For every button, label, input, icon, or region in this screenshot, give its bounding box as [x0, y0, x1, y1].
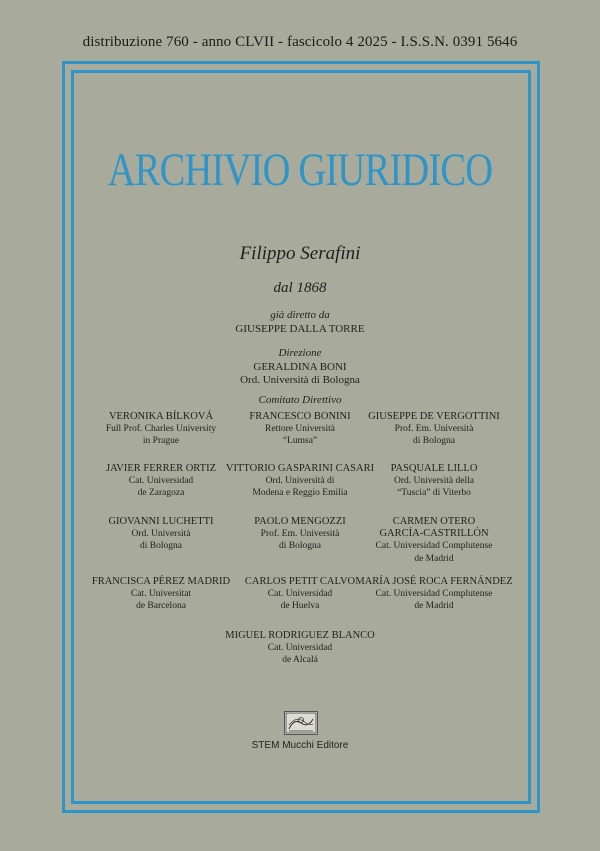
- member-name: PAOLO MENGOZZI: [254, 516, 346, 527]
- member-affiliation: Cat. Universidad: [267, 643, 333, 654]
- member-affiliation: Full Prof. Charles University: [105, 424, 217, 435]
- member-name: MIGUEL RODRIGUEZ BLANCO: [225, 630, 375, 641]
- member-name: CARLOS PETIT CALVO: [244, 576, 356, 587]
- committee-member: [81, 576, 241, 613]
- committee-member: [354, 516, 514, 565]
- former-director-block: [0, 309, 600, 336]
- publisher-name: STEM Mucchi Editore: [251, 740, 349, 751]
- direction-block: [0, 347, 600, 388]
- issue-info-line: distribuzione 760 - anno CLVII - fascicolo 4 2025 - I.S.S.N. 0391 5646: [82, 34, 518, 50]
- member-name: MARÍA JOSÉ ROCA FERNÁNDEZ: [355, 576, 513, 587]
- committee-member: [81, 411, 241, 448]
- journal-founder: Filippo Serafini: [239, 243, 361, 264]
- member-name-line2: GARCÍA-CASTRILLÓN: [379, 528, 489, 540]
- member-name: VERONIKA BÍLKOVÁ: [108, 411, 214, 422]
- member-affiliation: di Bologna: [413, 436, 455, 447]
- member-name: GIOVANNI LUCHETTI: [108, 516, 214, 527]
- member-affiliation: Prof. Em. Università: [260, 529, 340, 540]
- committee-member: [220, 630, 380, 667]
- member-affiliation: Cat. Universidad Complutense: [375, 541, 493, 552]
- member-affiliation: de Zaragoza: [137, 488, 185, 499]
- member-name: JAVIER FERRER ORTIZ: [105, 463, 217, 474]
- direction-label: Direzione: [278, 347, 322, 359]
- committee-member: [354, 411, 514, 448]
- member-name: FRANCISCA PÉREZ MADRID: [91, 576, 231, 587]
- member-affiliation: Modena e Reggio Emilia: [252, 488, 348, 499]
- committee-label: Comitato Direttivo: [258, 394, 342, 406]
- committee-member: [81, 516, 241, 553]
- former-director-label: già diretto da: [270, 309, 330, 321]
- member-affiliation: Prof. Em. Università: [394, 424, 474, 435]
- member-affiliation: “Lumsa”: [282, 436, 318, 447]
- committee-member: [354, 463, 514, 500]
- member-affiliation: “Tuscia” di Viterbo: [397, 488, 471, 499]
- member-affiliation: in Prague: [142, 436, 180, 447]
- member-affiliation: de Madrid: [414, 601, 454, 612]
- committee-label-block: [0, 394, 600, 408]
- member-name: CARMEN OTERO: [392, 516, 476, 527]
- member-affiliation: Cat. Universidad Complutense: [375, 589, 493, 600]
- member-name: GIUSEPPE DE VERGOTTINI: [368, 411, 500, 422]
- direction-affiliation: Ord. Università di Bologna: [240, 374, 360, 386]
- member-name: FRANCESCO BONINI: [249, 411, 351, 422]
- publisher-emblem-icon: [284, 711, 318, 735]
- member-name: PASQUALE LILLO: [390, 463, 478, 474]
- member-affiliation: di Bologna: [140, 541, 182, 552]
- member-affiliation: de Madrid: [414, 553, 454, 564]
- member-affiliation: Ord. Università della: [394, 476, 474, 487]
- member-affiliation: Cat. Universidad: [128, 476, 194, 487]
- member-affiliation: de Huelva: [280, 601, 320, 612]
- committee-member: [354, 576, 514, 613]
- direction-name: GERALDINA BONI: [253, 360, 347, 373]
- journal-title: ARCHIVIO GIURIDICO: [107, 144, 493, 196]
- member-affiliation: Rettore Università: [265, 424, 335, 435]
- journal-since: dal 1868: [273, 280, 327, 296]
- member-affiliation: de Alcalá: [282, 655, 318, 666]
- member-affiliation: de Barcelona: [136, 601, 186, 612]
- member-affiliation: Ord. Università: [131, 529, 191, 540]
- member-name: VITTORIO GASPARINI CASARI: [225, 463, 375, 474]
- member-affiliation: Cat. Universidad: [267, 589, 333, 600]
- member-affiliation: di Bologna: [279, 541, 321, 552]
- former-director-name: GIUSEPPE DALLA TORRE: [235, 322, 365, 335]
- committee-member: [81, 463, 241, 500]
- member-affiliation: Ord. Università di: [265, 476, 335, 487]
- member-affiliation: Cat. Universitat: [130, 589, 192, 600]
